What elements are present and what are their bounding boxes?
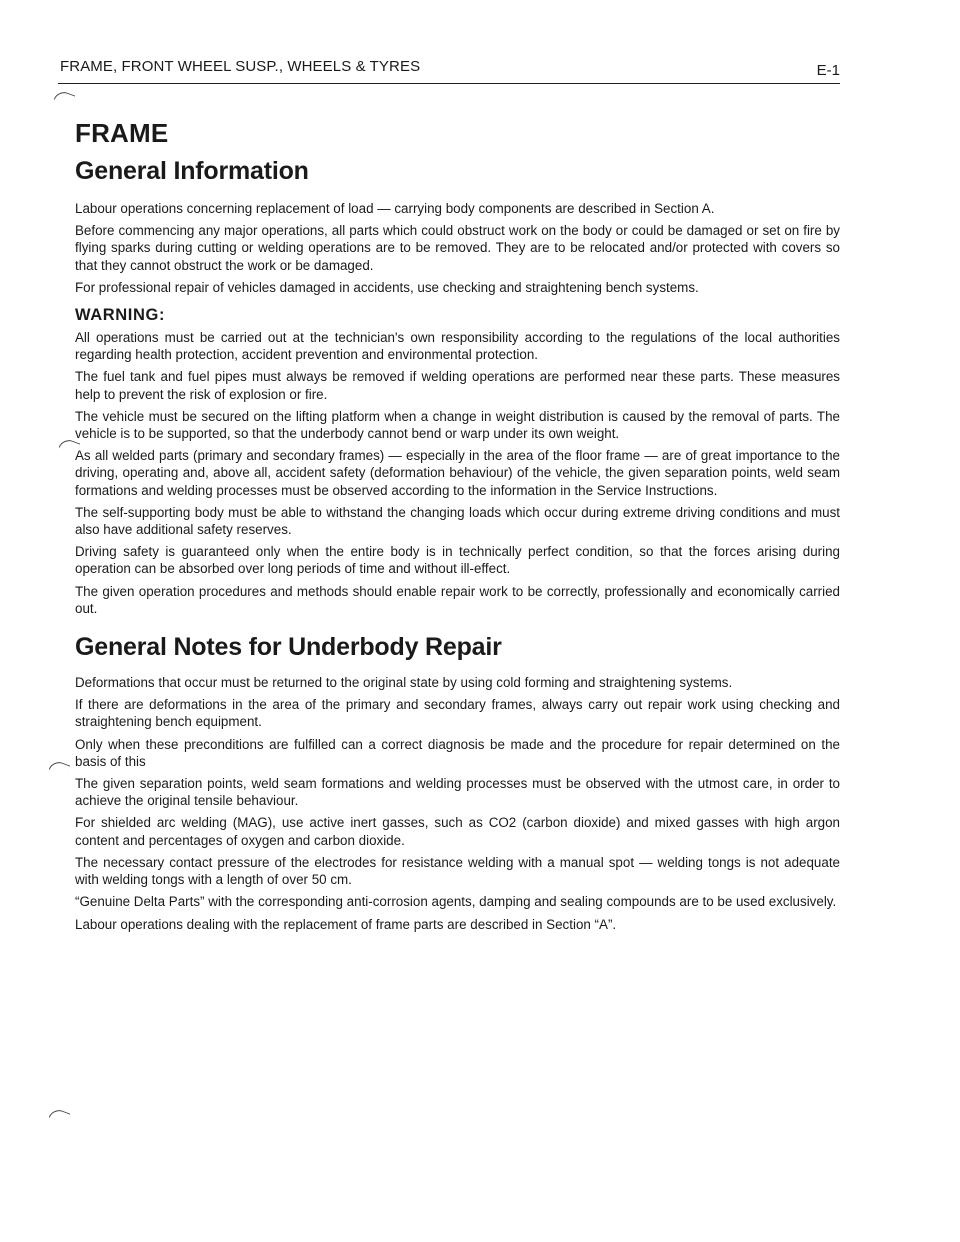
binder-mark [49, 759, 71, 776]
paragraph: The given operation procedures and methods should enable repair work to be correctly, professionally and economically carried out. [75, 583, 840, 616]
header-title: FRAME, FRONT WHEEL SUSP., WHEELS & TYRES [60, 58, 421, 75]
paragraph: The vehicle must be secured on the lifting platform when a change in weight distribution is caused by the removal of parts. The vehicle is to be supported, so that the underbody cannot bend or warp under its own weight. [75, 408, 840, 442]
binder-mark [54, 89, 76, 106]
underbody-repair-heading: General Notes for Underbody Repair [75, 633, 502, 662]
paragraph: Before commencing any major operations, all parts which could obstruct work on the body or could be damaged or set on fire by flying sparks during cutting or welding operations are to be removed. They are to be relocated and/or protected with covers so that they cannot obstruct the work or be damaged. [75, 223, 840, 273]
paragraph: The necessary contact pressure of the electrodes for resistance welding with a manual spot — welding tongs is not adequate with welding tongs with a length of over 50 cm. [75, 854, 840, 888]
paragraph: Driving safety is guaranteed only when the entire body is in technically perfect condition, so that the forces arising during operation can be absorbed over long periods of time and without ill-effect. [75, 544, 840, 577]
paragraph: Deformations that occur must be returned to the original state by using cold forming and straightening systems. [75, 675, 733, 691]
paragraph: Only when these preconditions are fulfilled can a correct diagnosis be made and the procedure for repair determined on the basis of this [75, 736, 840, 769]
page-content [75, 118, 840, 938]
warning-heading: WARNING: [75, 306, 166, 325]
section-title: FRAME [75, 118, 169, 148]
header-rule [58, 83, 840, 84]
paragraph: The given separation points, weld seam formations and welding processes must be observed with the utmost care, in order to achieve the original tensile behaviour. [75, 776, 840, 809]
paragraph: If there are deformations in the area of the primary and secondary frames, always carry out repair work using checking and straightening bench equipment. [75, 697, 840, 730]
paragraph: As all welded parts (primary and secondary frames) — especially in the area of the floor frame — are of great importance to the driving, operating and, above all, accident safety (deformation behaviour) of the vehicle, the given separation points, weld seam formations and welding processes must be observed according to the information in the Service Instructions. [75, 448, 840, 498]
page-header [60, 58, 840, 82]
general-information-heading: General Information [75, 157, 309, 185]
paragraph: The fuel tank and fuel pipes must always be removed if welding operations are performed near these parts. These measures help to prevent the risk of explosion or fire. [75, 369, 840, 402]
binder-mark [49, 1107, 71, 1124]
paragraph: The self-supporting body must be able to withstand the changing loads which occur during extreme driving conditions and must also have additional safety reserves. [75, 504, 840, 538]
paragraph: “Genuine Delta Parts” with the corresponding anti-corrosion agents, damping and sealing compounds are to be used exclusively. [75, 894, 837, 910]
page-number: E-1 [816, 62, 840, 79]
paragraph: For professional repair of vehicles damaged in accidents, use checking and straightening bench systems. [75, 279, 699, 295]
paragraph: Labour operations dealing with the replacement of frame parts are described in Section “A”. [75, 916, 617, 932]
paragraph: Labour operations concerning replacement of load — carrying body components are described in Section A. [75, 201, 715, 216]
paragraph: For shielded arc welding (MAG), use active inert gasses, such as CO2 (carbon dioxide) and mixed gasses with high argon content and percentages of oxygen and carbon dioxide. [75, 815, 840, 848]
paragraph: All operations must be carried out at the technician's own responsibility according to the regulations of the local authorities regarding health protection, accident prevention and environmental protection. [75, 330, 840, 363]
